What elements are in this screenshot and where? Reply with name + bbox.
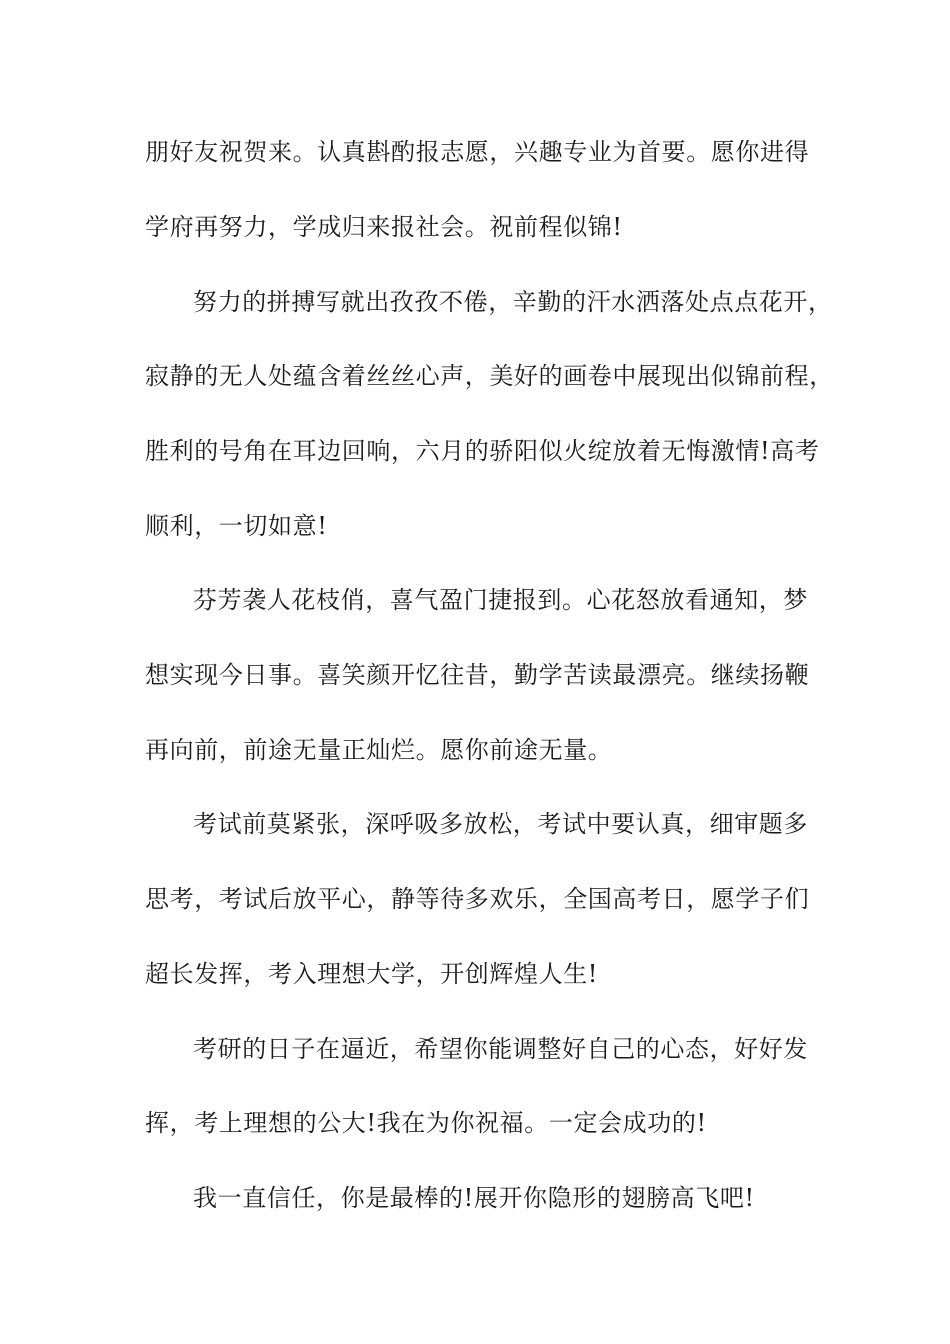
text-line: 寂静的无人处蕴含着丝丝心声，美好的画卷中展现出似锦前程， <box>145 362 834 390</box>
text-line: 顺利，一切如意! <box>145 512 328 540</box>
text-line: 想实现今日事。喜笑颜开忆往昔，勤学苦读最漂亮。继续扬鞭 <box>145 661 810 689</box>
paragraph-first-line: 芬芳袭人花枝俏，喜气盈门捷报到。心花怒放看通知，梦 <box>193 586 808 614</box>
paragraph-first-line: 我一直信任，你是最棒的!展开你隐形的翅膀高飞吧! <box>193 1184 755 1212</box>
text-line: 挥，考上理想的公大!我在为你祝福。一定会成功的! <box>145 1109 707 1137</box>
text-line: 超长发挥，考入理想大学，开创辉煌人生! <box>145 960 599 988</box>
text-line: 再向前，前途无量正灿烂。愿你前途无量。 <box>145 736 613 764</box>
paragraph-first-line: 考试前莫紧张，深呼吸多放松，考试中要认真，细审题多 <box>193 810 808 838</box>
text-line: 思考，考试后放平心，静等待多欢乐，全国高考日，愿学子们 <box>145 885 810 913</box>
paragraph-first-line: 努力的拼搏写就出孜孜不倦，辛勤的汗水洒落处点点花开， <box>193 288 833 316</box>
text-line: 胜利的号角在耳边回响，六月的骄阳似火绽放着无悔激情!高考 <box>145 437 820 465</box>
text-line: 朋好友祝贺来。认真斟酌报志愿，兴趣专业为首要。愿你进得 <box>145 138 810 166</box>
paragraph-first-line: 考研的日子在逼近，希望你能调整好自己的心态，好好发 <box>193 1035 808 1063</box>
text-line: 学府再努力，学成归来报社会。祝前程似锦! <box>145 213 623 241</box>
